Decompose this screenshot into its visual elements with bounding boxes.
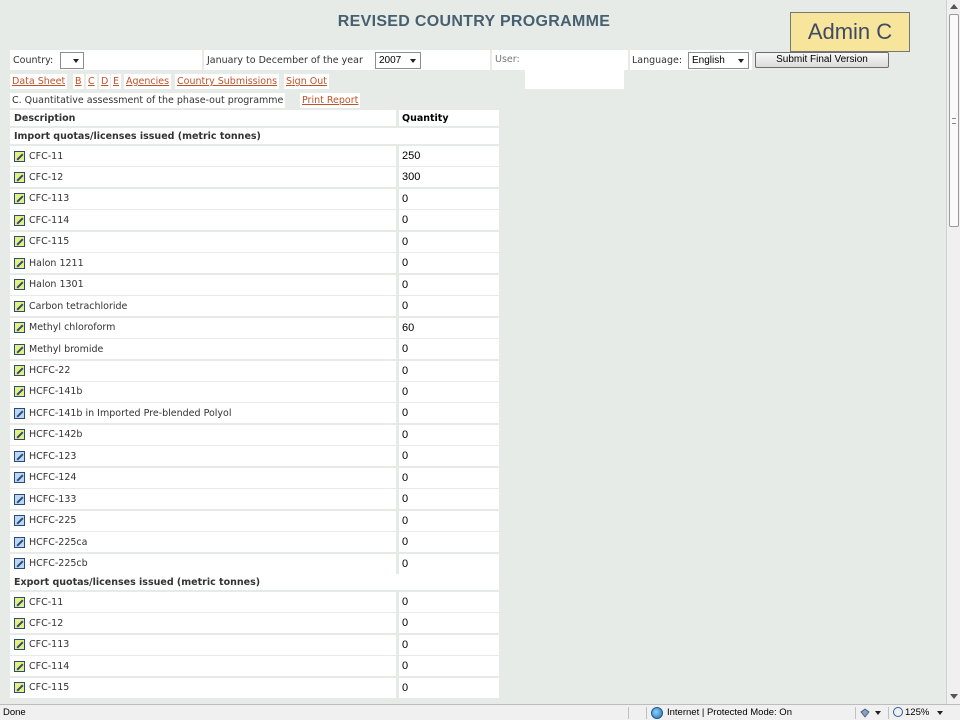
row-description bbox=[10, 189, 396, 209]
quantity-value: 0 bbox=[399, 275, 499, 295]
year-filter-cell bbox=[204, 50, 490, 70]
nav-link-data-sheet[interactable]: Data Sheet bbox=[12, 76, 66, 87]
row-description bbox=[10, 382, 396, 402]
edit-icon[interactable] bbox=[14, 451, 25, 462]
substance-name: HCFC-225ca bbox=[29, 536, 88, 548]
table-row bbox=[10, 425, 500, 445]
row-description bbox=[10, 210, 396, 230]
row-description bbox=[10, 318, 396, 338]
quantity-value: 0 bbox=[399, 232, 499, 252]
table-row bbox=[10, 275, 500, 295]
page-title: REVISED COUNTRY PROGRAMME bbox=[337, 13, 611, 30]
table-row bbox=[10, 210, 500, 230]
edit-icon[interactable] bbox=[14, 258, 25, 269]
substance-name: CFC-12 bbox=[29, 617, 64, 629]
status-divider bbox=[628, 707, 629, 719]
table-row bbox=[10, 382, 500, 402]
quantity-value: 0 bbox=[399, 678, 499, 698]
country-select[interactable] bbox=[60, 52, 84, 69]
table-row bbox=[10, 446, 500, 466]
quantity-value: 0 bbox=[399, 592, 499, 612]
edit-icon[interactable] bbox=[14, 597, 25, 608]
substance-name: CFC-11 bbox=[29, 596, 64, 608]
substance-name: CFC-113 bbox=[29, 193, 70, 205]
user-label: User: bbox=[495, 54, 520, 65]
substance-name: HCFC-133 bbox=[29, 493, 77, 505]
row-description bbox=[10, 446, 396, 466]
language-label: Language: bbox=[632, 55, 683, 66]
table-row bbox=[10, 511, 500, 531]
quantity-value: 300 bbox=[399, 167, 499, 187]
row-description bbox=[10, 613, 396, 633]
import-section-heading bbox=[10, 128, 500, 144]
status-text: Done bbox=[3, 707, 26, 718]
zoom-level[interactable]: 125% bbox=[905, 707, 930, 718]
substance-name: CFC-114 bbox=[29, 214, 70, 226]
year-select-value: 2007 bbox=[379, 55, 402, 66]
row-description bbox=[10, 656, 396, 676]
substance-name: HCFC-22 bbox=[29, 365, 71, 376]
edit-icon[interactable] bbox=[14, 537, 25, 548]
nav-link-b[interactable]: B bbox=[75, 76, 82, 87]
substance-name: HCFC-225 bbox=[29, 515, 77, 527]
table-row bbox=[10, 656, 500, 676]
substance-name: Halon 1211 bbox=[29, 257, 84, 269]
substance-name: HCFC-142b bbox=[29, 429, 83, 441]
row-description bbox=[10, 635, 396, 655]
row-description bbox=[10, 361, 396, 381]
edit-icon[interactable] bbox=[14, 322, 25, 333]
submit-final-version-button[interactable]: Submit Final Version bbox=[755, 52, 889, 68]
row-description bbox=[10, 532, 396, 552]
substance-name: CFC-114 bbox=[29, 660, 70, 672]
edit-icon[interactable] bbox=[14, 301, 25, 312]
table-row bbox=[10, 232, 500, 252]
edit-icon[interactable] bbox=[14, 172, 25, 183]
edit-icon[interactable] bbox=[14, 408, 25, 419]
table-row bbox=[10, 361, 500, 381]
user-name-field bbox=[525, 50, 624, 89]
substance-name: CFC-115 bbox=[29, 682, 70, 694]
chevron-down-icon[interactable] bbox=[937, 711, 943, 715]
quantity-value: 0 bbox=[399, 489, 499, 509]
security-zone-text[interactable]: Internet | Protected Mode: On bbox=[667, 707, 792, 718]
nav-link-c[interactable]: C bbox=[88, 76, 95, 87]
quantity-value: 0 bbox=[399, 613, 499, 633]
edit-icon[interactable] bbox=[14, 236, 25, 247]
quantity-value: 0 bbox=[399, 511, 499, 531]
row-description bbox=[10, 425, 396, 445]
chevron-down-icon[interactable] bbox=[875, 711, 881, 715]
row-description bbox=[10, 592, 396, 612]
nav-link-agencies[interactable]: Agencies bbox=[126, 76, 170, 87]
row-description bbox=[10, 489, 396, 509]
quantity-value: 0 bbox=[399, 253, 499, 273]
table-row bbox=[10, 613, 500, 633]
quantity-value: 0 bbox=[399, 382, 499, 402]
table-row bbox=[10, 678, 500, 698]
quantity-value: 250 bbox=[399, 146, 499, 166]
table-row bbox=[10, 468, 500, 488]
row-description bbox=[10, 275, 396, 295]
language-select[interactable] bbox=[688, 52, 749, 69]
edit-icon[interactable] bbox=[14, 558, 25, 569]
substance-name: Halon 1301 bbox=[29, 279, 84, 291]
row-description bbox=[10, 511, 396, 531]
nav-link-sign-out[interactable]: Sign Out bbox=[286, 76, 327, 87]
edit-icon[interactable] bbox=[14, 472, 25, 483]
edit-icon[interactable] bbox=[14, 344, 25, 355]
quantity-value: 0 bbox=[399, 532, 499, 552]
edit-icon[interactable] bbox=[14, 365, 25, 376]
edit-icon[interactable] bbox=[14, 215, 25, 226]
row-description bbox=[10, 296, 396, 316]
row-description bbox=[10, 167, 396, 187]
print-report-link[interactable]: Print Report bbox=[302, 95, 359, 106]
row-description bbox=[10, 146, 396, 166]
status-divider bbox=[855, 707, 856, 719]
table-header bbox=[10, 110, 500, 126]
country-filter-cell bbox=[10, 50, 202, 70]
quantity-value: 0 bbox=[399, 361, 499, 381]
nav-link-d[interactable]: D bbox=[101, 76, 109, 87]
row-description bbox=[10, 554, 396, 574]
table-row bbox=[10, 296, 500, 316]
edit-icon[interactable] bbox=[14, 193, 25, 204]
quantity-value: 0 bbox=[399, 635, 499, 655]
scrollbar-thumb[interactable] bbox=[949, 14, 959, 227]
export-heading-label: Export quotas/licenses issued (metric tonnes) bbox=[10, 574, 499, 590]
scroll-down-arrow-icon[interactable] bbox=[950, 694, 958, 699]
edit-icon[interactable] bbox=[14, 429, 25, 440]
table-row bbox=[10, 253, 500, 273]
quantity-value: 0 bbox=[399, 189, 499, 209]
quantity-value: 0 bbox=[399, 210, 499, 230]
table-row bbox=[10, 167, 500, 187]
nav-link-e[interactable]: E bbox=[113, 76, 120, 87]
edit-icon[interactable] bbox=[14, 515, 25, 526]
grip-icon bbox=[952, 118, 956, 124]
vertical-scrollbar[interactable] bbox=[946, 0, 960, 704]
column-header-quantity: Quantity bbox=[399, 110, 499, 126]
row-description bbox=[10, 678, 396, 698]
language-filter-cell bbox=[630, 50, 752, 70]
row-description bbox=[10, 403, 396, 423]
quantity-value: 0 bbox=[399, 554, 499, 574]
quantity-value: 0 bbox=[399, 403, 499, 423]
edit-icon[interactable] bbox=[14, 639, 25, 650]
substance-name: CFC-115 bbox=[29, 236, 70, 248]
quantity-value: 0 bbox=[399, 339, 499, 359]
substance-name: CFC-113 bbox=[29, 639, 70, 651]
internet-globe-icon bbox=[651, 707, 663, 719]
edit-icon[interactable] bbox=[14, 386, 25, 397]
export-section-heading bbox=[10, 574, 500, 590]
quantity-value: 0 bbox=[399, 656, 499, 676]
substance-name: HCFC-123 bbox=[29, 450, 77, 462]
table-row bbox=[10, 146, 500, 166]
quantity-value: 0 bbox=[399, 468, 499, 488]
chevron-down-icon bbox=[73, 59, 79, 63]
substance-name: HCFC-124 bbox=[29, 472, 77, 484]
row-description bbox=[10, 232, 396, 252]
edit-icon[interactable] bbox=[14, 151, 25, 162]
section-heading: C. Quantitative assessment of the phase-out programme bbox=[12, 95, 284, 106]
import-heading-label: Import quotas/licenses issued (metric tonnes) bbox=[10, 128, 499, 144]
admin-badge: Admin C bbox=[790, 12, 910, 52]
row-description bbox=[10, 339, 396, 359]
country-label: Country: bbox=[13, 55, 54, 66]
edit-icon[interactable] bbox=[14, 661, 25, 672]
table-row bbox=[10, 592, 500, 612]
quantity-value: 0 bbox=[399, 425, 499, 445]
edit-icon[interactable] bbox=[14, 494, 25, 505]
year-select[interactable] bbox=[375, 52, 421, 69]
substance-name: CFC-11 bbox=[29, 150, 64, 162]
table-row bbox=[10, 403, 500, 423]
language-select-value: English bbox=[692, 55, 725, 66]
substance-name: Methyl bromide bbox=[29, 343, 104, 355]
status-divider bbox=[646, 707, 647, 719]
scroll-up-arrow-icon[interactable] bbox=[950, 4, 958, 9]
edit-icon[interactable] bbox=[14, 279, 25, 290]
status-bar bbox=[0, 704, 960, 720]
period-label: January to December of the year bbox=[207, 55, 363, 66]
row-description bbox=[10, 253, 396, 273]
substance-name: HCFC-141b bbox=[29, 386, 83, 398]
quantity-value: 0 bbox=[399, 446, 499, 466]
nav-link-country-submissions[interactable]: Country Submissions bbox=[177, 76, 278, 87]
table-row bbox=[10, 635, 500, 655]
substance-name: Carbon tetrachloride bbox=[29, 300, 128, 312]
substance-name: HCFC-141b in Imported Pre-blended Polyol bbox=[29, 407, 232, 419]
substance-name: HCFC-225cb bbox=[29, 558, 88, 570]
status-divider bbox=[888, 707, 889, 719]
chevron-down-icon bbox=[738, 59, 744, 63]
edit-icon[interactable] bbox=[14, 618, 25, 629]
chevron-down-icon bbox=[410, 59, 416, 63]
column-header-description: Description bbox=[10, 110, 396, 126]
substance-name: CFC-12 bbox=[29, 171, 64, 183]
substance-name: Methyl chloroform bbox=[29, 322, 116, 334]
protected-mode-icon[interactable] bbox=[860, 708, 870, 718]
zoom-magnifier-icon[interactable] bbox=[893, 707, 903, 717]
table-row bbox=[10, 489, 500, 509]
table-row bbox=[10, 532, 500, 552]
table-row bbox=[10, 554, 500, 574]
table-row bbox=[10, 189, 500, 209]
quantity-value: 60 bbox=[399, 318, 499, 338]
table-row bbox=[10, 339, 500, 359]
quantity-value: 0 bbox=[399, 296, 499, 316]
table-row bbox=[10, 318, 500, 338]
edit-icon[interactable] bbox=[14, 682, 25, 693]
row-description bbox=[10, 468, 396, 488]
